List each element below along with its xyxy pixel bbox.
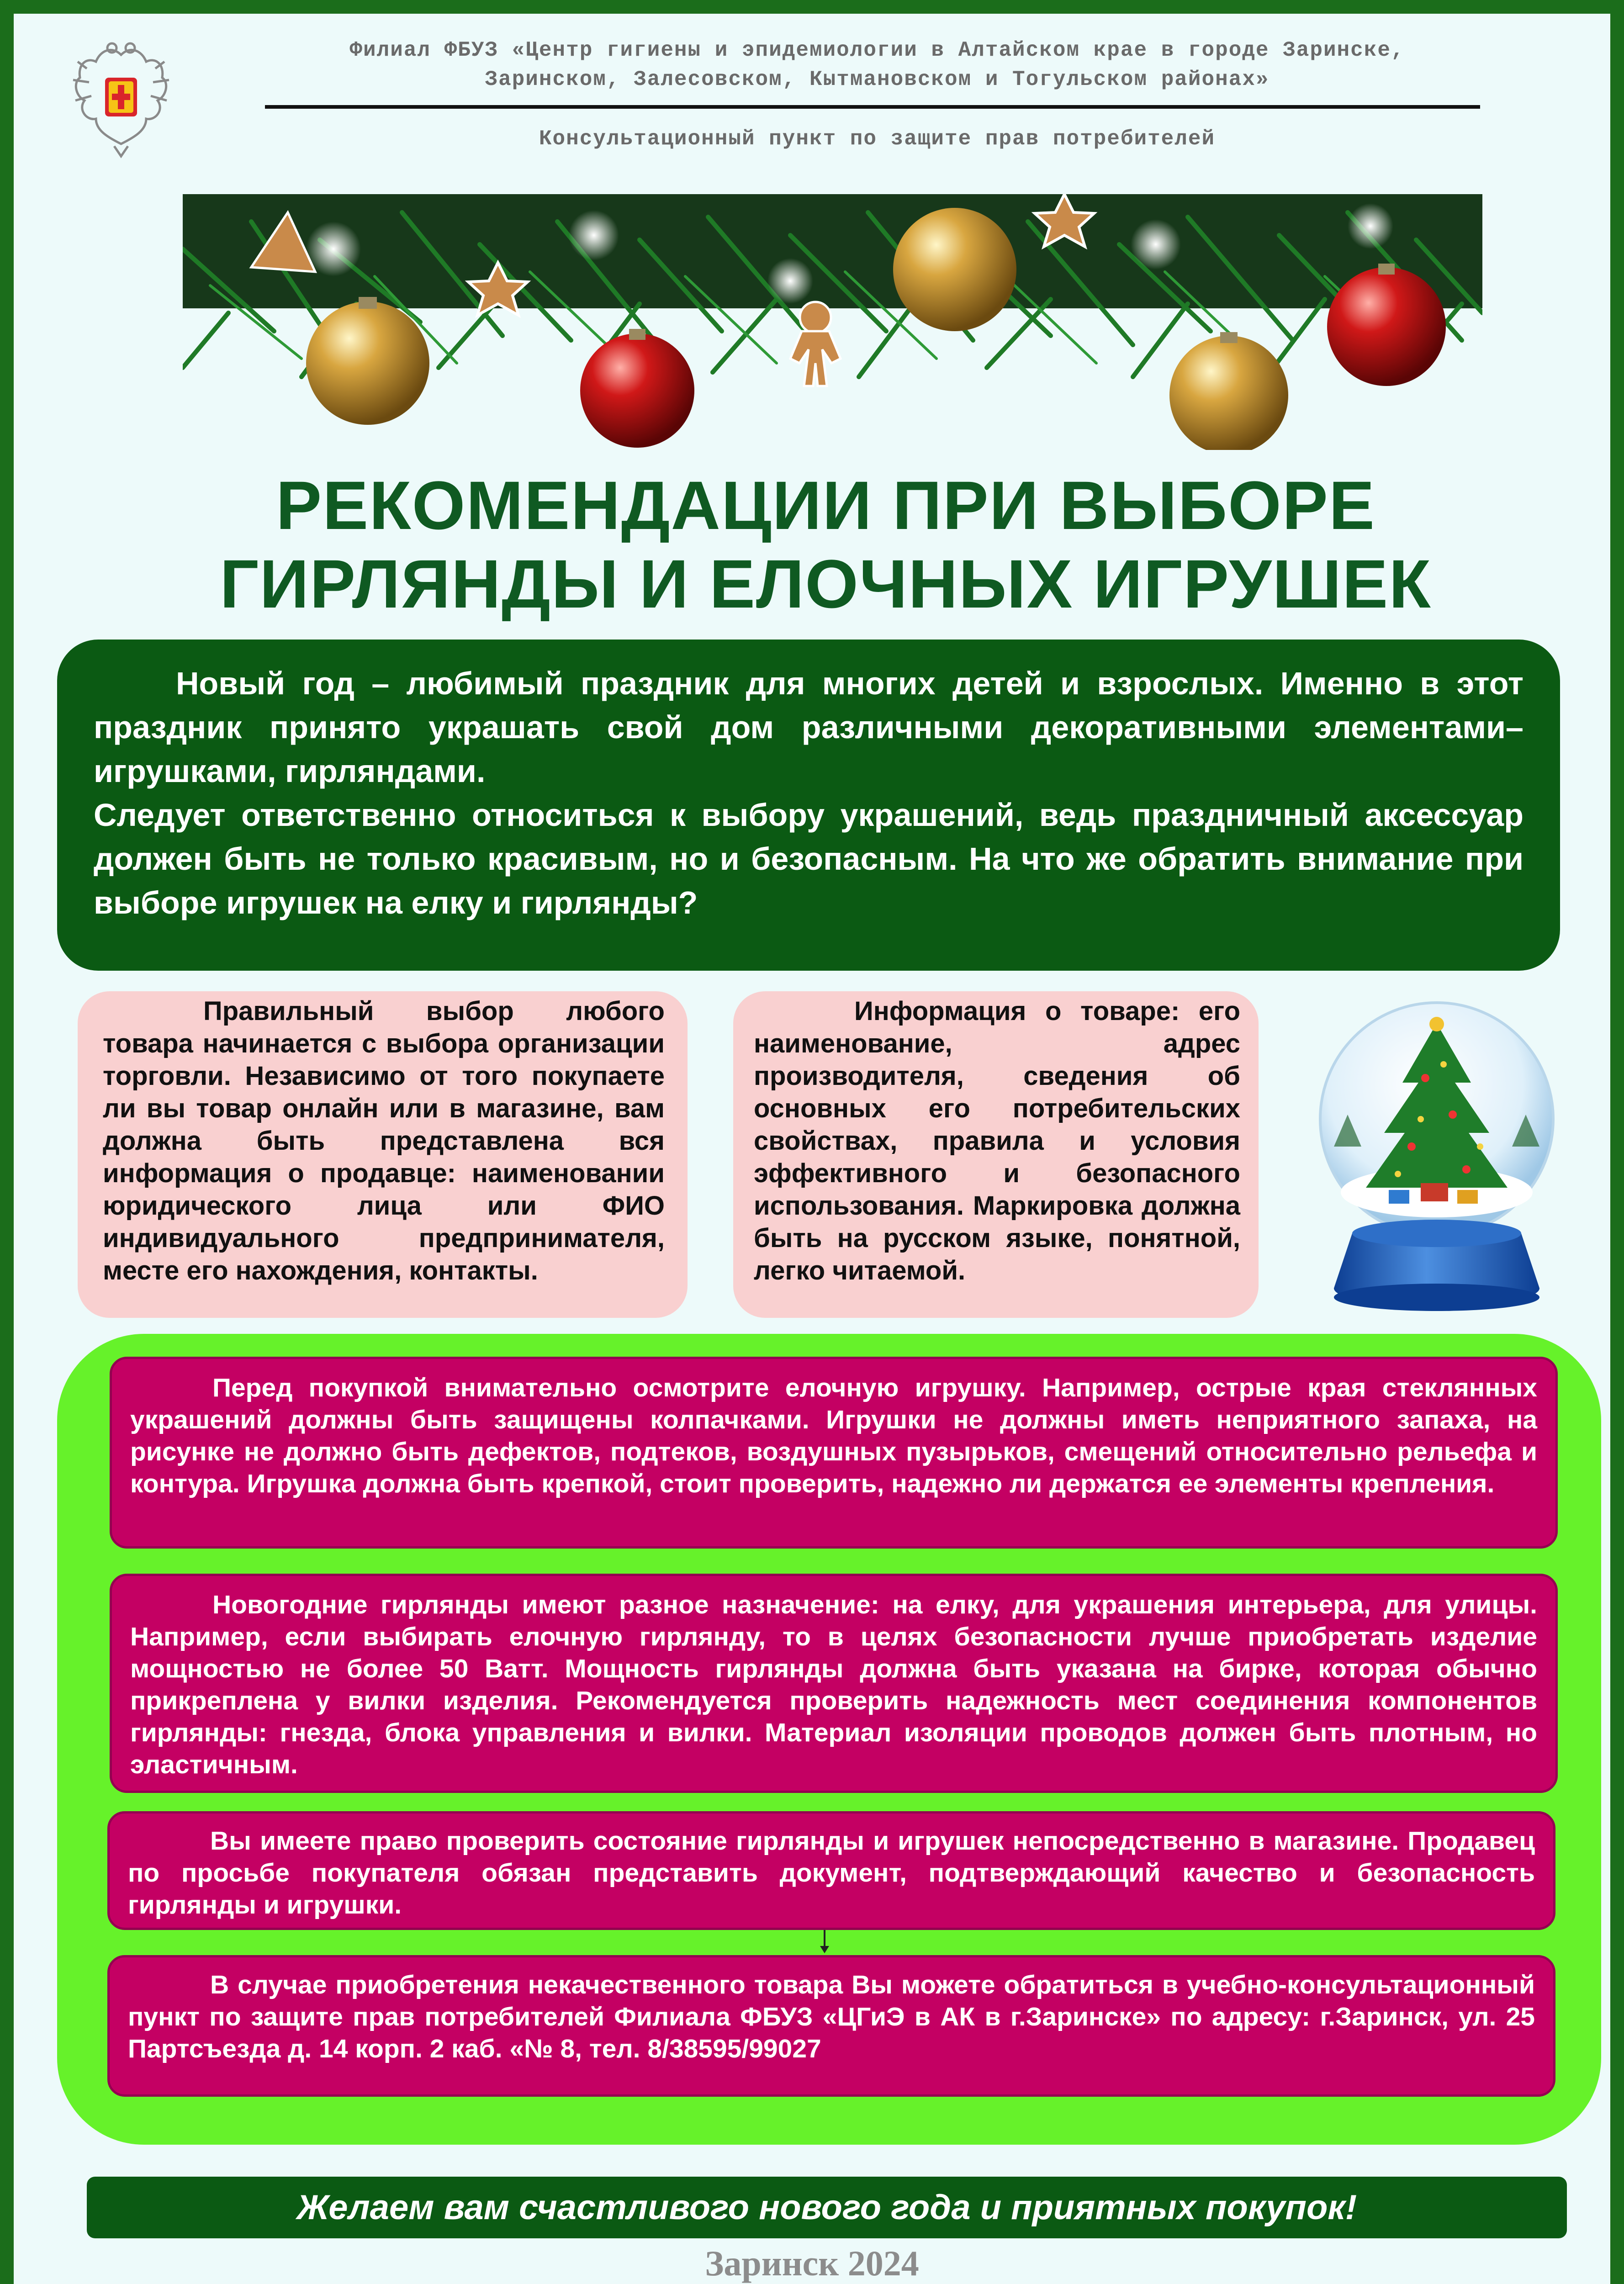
product-info-text: Информация о товаре: его наименование, адрес производителя, сведения об основных его потребительских свойствах, правила и условия эффективного и безопасного использования. Маркировка должна быть на русском языке, понятной, легко читаемой. (754, 996, 1240, 1285)
city-year: Заринск 2024 (705, 2243, 919, 2283)
organization-line-2: Заринском, Залесовском, Кытмановском и Тогульском районах» (485, 68, 1270, 91)
rights-tip-text: Вы имеете право проверить состояние гирлянды и игрушек непосредственно в магазине. Продавец по просьбе покупателя обязан представить документ, подтверждающий качество и безопасность гирлянды и игрушки. (128, 1826, 1535, 1919)
christmas-garland-banner-icon (183, 194, 1482, 450)
product-info-box (733, 991, 1259, 1318)
organization-name (270, 36, 1485, 94)
contact-tip-text: В случае приобретения некачественного товара Вы можете обратиться в учебно-консультационный пункт по защите прав потребителей Филиала ФБУЗ «ЦГиЭ в АК в г.Заринске» по адресу: г.Заринск, ул. 25 Партсъезда д. 14 корп. 2 каб. «№ 8, тел. 8/38595/99027 (128, 1970, 1535, 2063)
title-line-2: ГИРЛЯНДЫ И ЕЛОЧНЫХ ИГРУШЕК (220, 545, 1432, 622)
poster-page (14, 14, 1610, 2284)
rights-tip-box (107, 1811, 1555, 1930)
garlands-tip-box (110, 1574, 1558, 1793)
intro-panel (57, 640, 1560, 971)
garlands-tip-text: Новогодние гирлянды имеют разное назначение: на елку, для украшения интерьера, для улицы. Например, если выбирать елочную гирлянду, то в целях безопасности лучше приобретать изделие мощностью не более 50 Ватт. Мощность гирлянды должна быть указана на бирке, которая обычно прикреплена у вилки изделия. Рекомендуется проверить надежность мест соединения компонентов гирлянды: гнезда, блока управления и вилки. Материал изоляции проводов должен быть плотным, но эластичным. (130, 1590, 1537, 1779)
wish-banner: Желаем вам счастливого нового года и приятных покупок! (87, 2177, 1567, 2238)
header-divider (265, 105, 1480, 109)
consultation-point-subtitle: Консультационный пункт по защите прав потребителей (539, 127, 1216, 151)
organization-line-1: Филиал ФБУЗ «Центр гигиены и эпидемиологии в Алтайском крае в городе Заринске, (349, 38, 1405, 62)
connector-arrowhead (820, 1946, 829, 1953)
connector-arrow (824, 1930, 825, 1948)
contact-tip-box (107, 1955, 1555, 2097)
title-line-1: РЕКОМЕНДАЦИИ ПРИ ВЫБОРЕ (276, 467, 1375, 544)
poster-title (96, 466, 1555, 623)
rospotrebnadzor-emblem-icon (69, 37, 174, 160)
seller-info-box (78, 991, 688, 1318)
intro-paragraph-1: Новый год – любимый праздник для многих детей и взрослых. Именно в этот праздник принято украшать свой дом различными декоративными элементами–игрушками, гирляндами. (94, 666, 1523, 789)
snow-globe-tree-icon (1307, 996, 1567, 1325)
seller-info-text: Правильный выбор любого товара начинается с выбора организации торговли. Независимо от того покупаете ли вы товар онлайн или в магазине, вам должна быть представлена вся информация о продавце: наименовании юридического лица или ФИО индивидуального предпринимателя, месте его нахождения, контакты. (103, 996, 665, 1285)
toys-tip-box (110, 1357, 1558, 1549)
intro-paragraph-2: Следует ответственно относиться к выбору украшений, ведь праздничный аксессуар должен быть не только красивым, но и безопасным. На что же обратить внимание при выборе игрушек на елку и гирлянды? (94, 797, 1523, 920)
toys-tip-text: Перед покупкой внимательно осмотрите елочную игрушку. Например, острые края стеклянных украшений должны быть защищены колпачками. Игрушки не должны иметь неприятного запаха, на рисунке не должно быть дефектов, подтеков, воздушных пузырьков, смещений относительно рельефа и контура. Игрушка должна быть крепкой, стоит проверить, надежно ли держатся ее элементы крепления. (130, 1373, 1537, 1498)
